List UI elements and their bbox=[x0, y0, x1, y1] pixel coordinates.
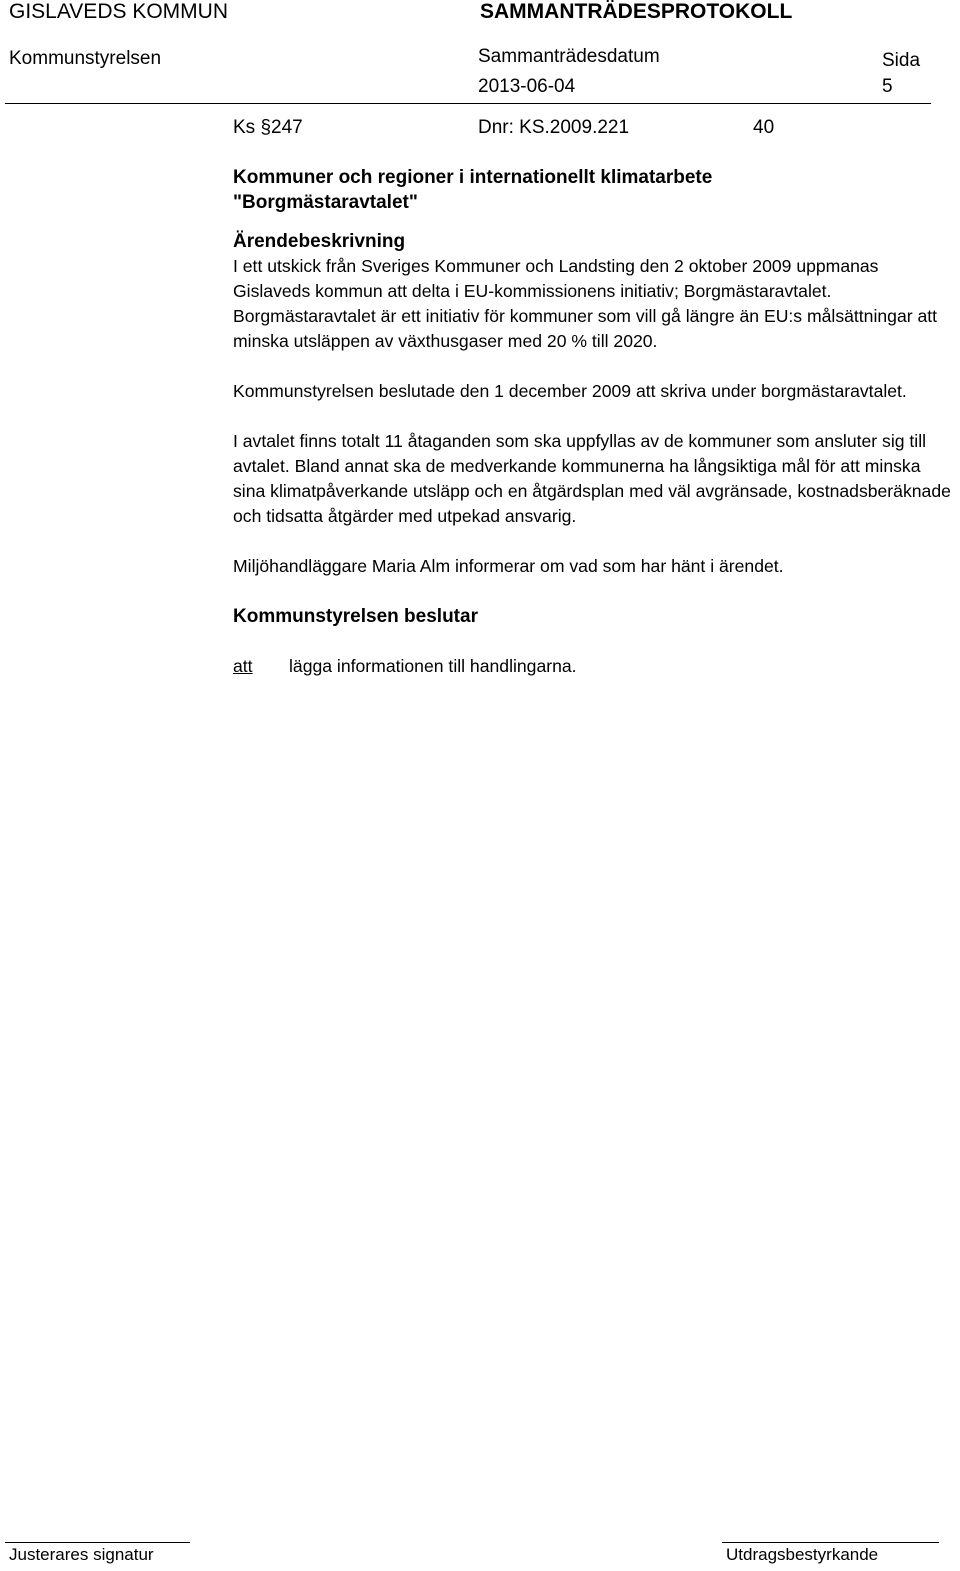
minutes-content bbox=[233, 165, 955, 679]
body-paragraph: I ett utskick från Sveriges Kommuner och Landsting den 2 oktober 2009 uppmanas Gislaveds kommun att delta i EU-kommissionens initiativ; Borgmästaravtalet. Borgmästaravtalet är ett initiativ för kommuner som vill gå längre än EU:s målsättningar att minska utsläppen av växthusgaser med 20 % till 2020. bbox=[233, 256, 938, 351]
committee-name: Kommunstyrelsen bbox=[9, 48, 162, 69]
decision-heading: Kommunstyrelsen beslutar bbox=[233, 606, 478, 627]
document-type: SAMMANTRÄDESPROTOKOLL bbox=[480, 0, 793, 23]
municipality-name: GISLAVEDS KOMMUN bbox=[9, 0, 228, 23]
page-number: 5 bbox=[882, 76, 893, 97]
header-divider bbox=[5, 103, 931, 104]
adjuster-signature-label: Justerares signatur bbox=[9, 1545, 154, 1564]
case-title-line-2: "Borgmästaravtalet" bbox=[233, 192, 418, 213]
signature-line bbox=[5, 1542, 190, 1543]
meeting-date-label: Sammanträdesdatum bbox=[478, 46, 660, 67]
decision-item bbox=[233, 654, 955, 679]
body-paragraph: Kommunstyrelsen beslutade den 1 december 2009 att skriva under borgmästaravtalet. bbox=[233, 381, 907, 401]
case-title bbox=[233, 165, 955, 215]
meeting-date-value: 2013-06-04 bbox=[478, 76, 576, 97]
certification-line bbox=[722, 1542, 939, 1543]
decision-text: lägga informationen till handlingarna. bbox=[289, 656, 577, 676]
extract-certification-label: Utdragsbestyrkande bbox=[726, 1545, 879, 1564]
case-registration-number: Dnr: KS.2009.221 bbox=[478, 117, 630, 138]
page-label: Sida bbox=[882, 50, 921, 71]
case-paragraph-number: Ks §247 bbox=[233, 117, 303, 138]
case-code: 40 bbox=[753, 117, 775, 138]
body-paragraph: Miljöhandläggare Maria Alm informerar om vad som har hänt i ärendet. bbox=[233, 556, 784, 576]
case-title-line-1: Kommuner och regioner i internationellt klimatarbete bbox=[233, 167, 713, 188]
section-heading-description: Ärendebeskrivning bbox=[233, 231, 406, 252]
body-paragraph: I avtalet finns totalt 11 åtaganden som ska uppfyllas av de kommuner som ansluter sig till avtalet. Bland annat ska de medverkande kommunerna ha långsiktiga mål för att minska sina klimatpåverkande utsläpp och en åtgärdsplan med väl avgränsade, kostnadsberäknade och tidsatta åtgärder med utpekad ansvarig. bbox=[233, 431, 951, 526]
decision-att-label: att bbox=[233, 656, 253, 676]
